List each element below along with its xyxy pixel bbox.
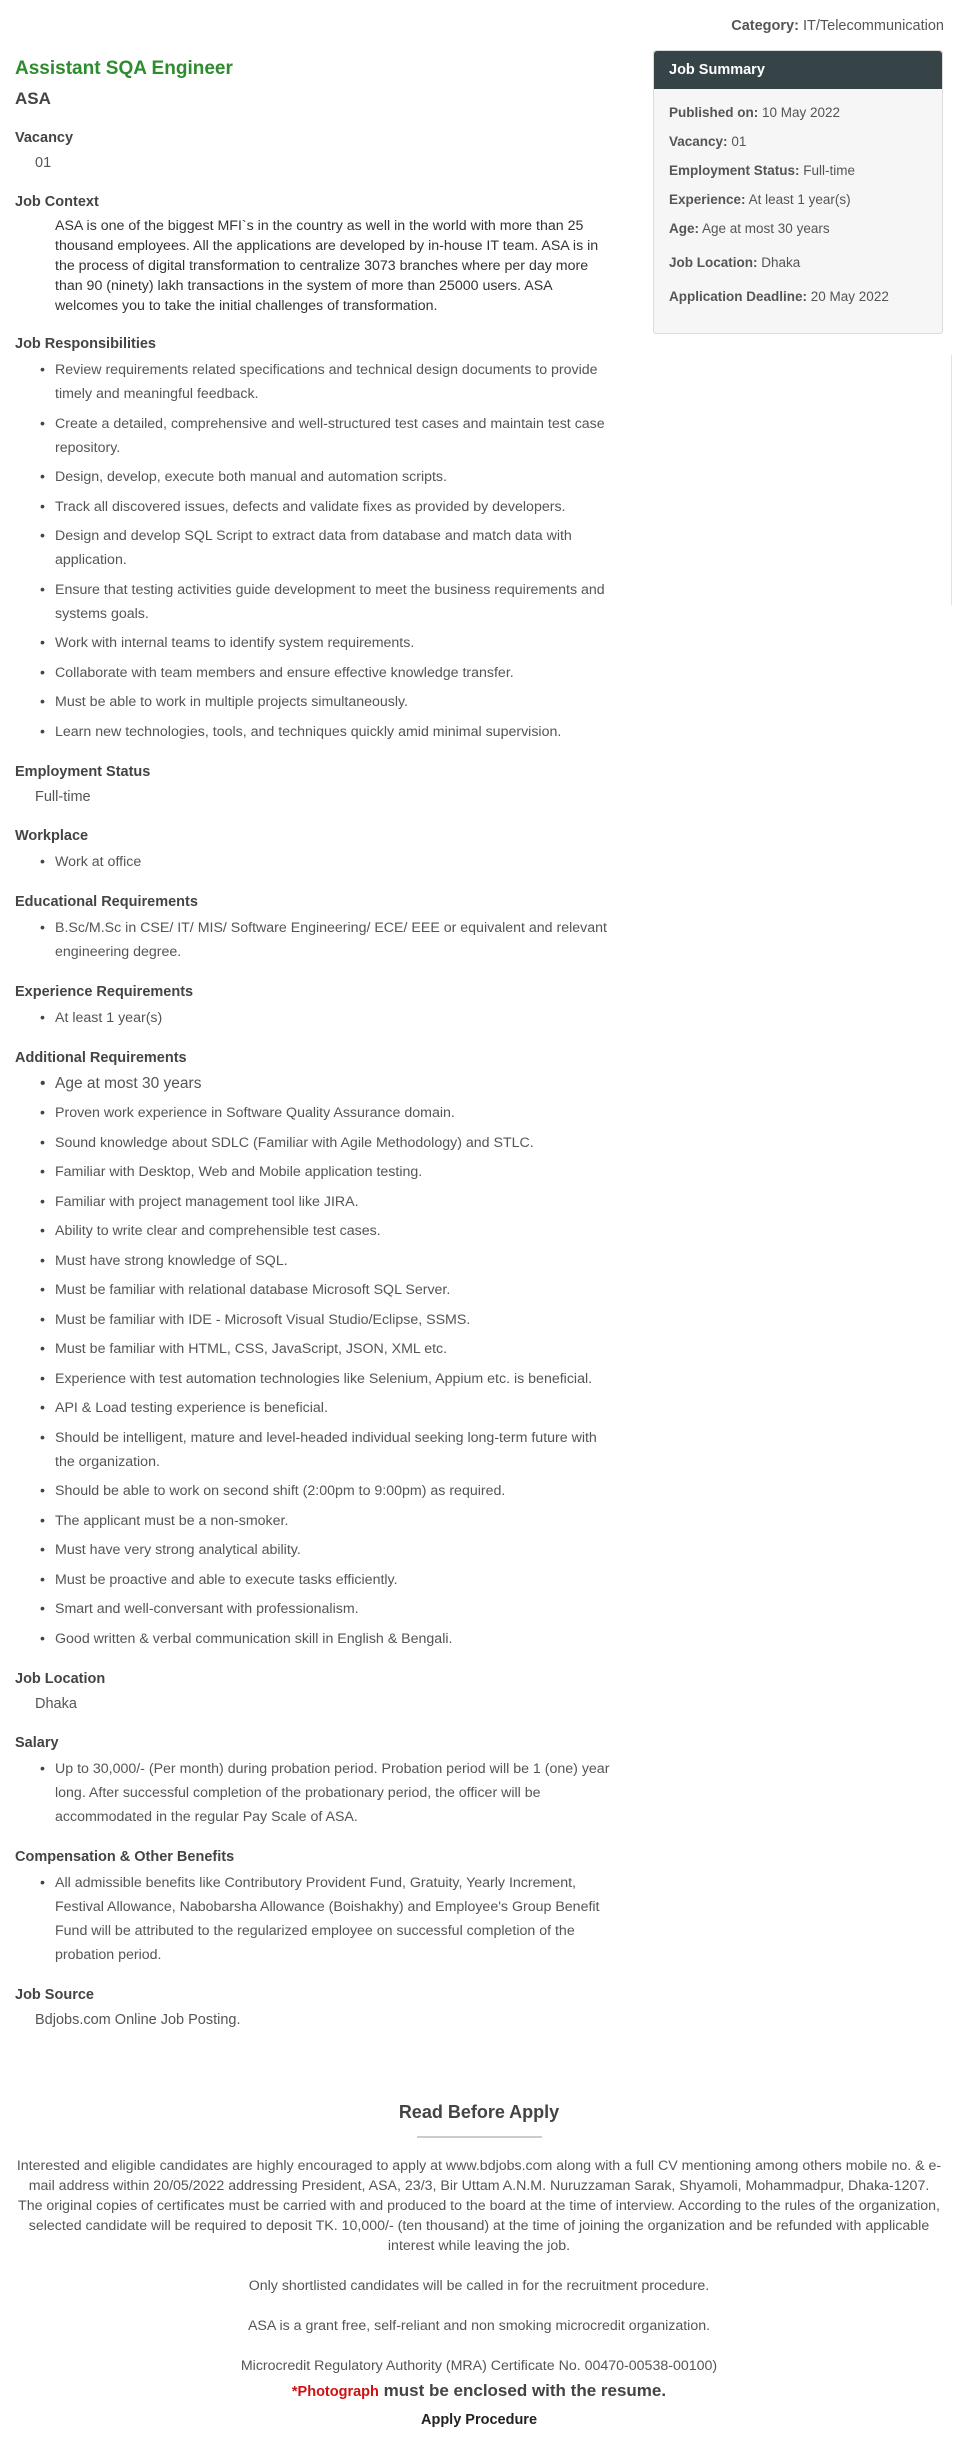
- employment-status-section: [15, 762, 610, 808]
- job-category: [731, 18, 944, 34]
- job-context-text: ASA is one of the biggest MFI`s in the country as well in the world with more than 25 thousand employees. All the applications are developed by in-house IT team. ASA is in the process of digital transformation to centralize 3073 branches where per day more than 90 (ninety) lakh transactions in the system of more than 25000 users. ASA welcomes you to take the initial challenges of transformation.: [55, 218, 599, 314]
- experience-list: [15, 1006, 610, 1030]
- job-location-section: [15, 1669, 610, 1715]
- company-name: ASA: [15, 89, 51, 108]
- summary-deadline-value: 20 May 2022: [810, 289, 889, 304]
- experience-heading: Experience Requirements: [15, 983, 194, 1000]
- shortlist-note: Only shortlisted candidates will be called in for the recruitment procedure.: [248, 2278, 710, 2294]
- organization-note: ASA is a grant free, self-reliant and non smoking microcredit organization.: [247, 2318, 711, 2334]
- category-value: IT/Telecommunication: [802, 18, 944, 34]
- list-item: • Must be familiar with IDE - Microsoft Visual Studio/Eclipse, SSMS.: [40, 1308, 610, 1332]
- additional-requirements-heading: Additional Requirements: [15, 1049, 187, 1066]
- list-item: • Must be proactive and able to execute tasks efficiently.: [40, 1568, 610, 1592]
- list-item: • Smart and well-conversant with professionalism.: [40, 1597, 610, 1621]
- job-summary-panel: [653, 50, 943, 334]
- apply-procedure-heading: Apply Procedure: [420, 2412, 538, 2428]
- job-source-heading: Job Source: [15, 1986, 94, 2003]
- list-item: • Must be able to work in multiple projects simultaneously.: [40, 690, 610, 714]
- benefits-section: [15, 1847, 610, 1967]
- job-title: Assistant SQA Engineer: [15, 58, 233, 79]
- title-divider: [417, 2136, 542, 2138]
- summary-employment-status: [669, 161, 927, 181]
- job-location-heading: Job Location: [15, 1670, 106, 1687]
- read-before-apply-title: Read Before Apply: [398, 2102, 560, 2122]
- additional-requirements-list: [15, 1072, 610, 1651]
- salary-list: [15, 1757, 610, 1829]
- responsibilities-heading: Job Responsibilities: [15, 336, 156, 352]
- list-item: • Work at office: [40, 850, 610, 874]
- list-item: • Familiar with Desktop, Web and Mobile application testing.: [40, 1160, 610, 1184]
- summary-age-label: Age:: [669, 221, 699, 236]
- summary-age-value: Age at most 30 years: [702, 221, 830, 236]
- list-item: • Create a detailed, comprehensive and well-structured test cases and maintain test case repository.: [40, 412, 610, 460]
- summary-location: [669, 253, 927, 273]
- workplace-list: [15, 850, 610, 874]
- summary-published: [669, 103, 927, 123]
- benefits-list: [15, 1871, 610, 1967]
- list-item: • Familiar with project management tool like JIRA.: [40, 1190, 610, 1214]
- job-context-heading: Job Context: [15, 194, 99, 210]
- list-item: • Ensure that testing activities guide development to meet the business requirements and systems goals.: [40, 578, 610, 626]
- workplace-heading: Workplace: [15, 827, 89, 844]
- job-summary-title: Job Summary: [654, 51, 942, 89]
- list-item: • Proven work experience in Software Quality Assurance domain.: [40, 1101, 610, 1125]
- list-item: • Sound knowledge about SDLC (Familiar with Agile Methodology) and STLC.: [40, 1131, 610, 1155]
- job-main-content: [15, 56, 610, 2031]
- read-before-apply-section: [15, 2100, 943, 2430]
- workplace-section: [15, 826, 610, 874]
- salary-heading: Salary: [15, 1734, 59, 1751]
- responsibilities-section: [15, 334, 610, 744]
- list-item: • All admissible benefits like Contributory Provident Fund, Gratuity, Yearly Increment, Festival Allowance, Nabobarsha Allowance (Boishakhy) and Employee's Group Benefit Fund will be attributed to the regularized employee on successful completion of the probation period.: [40, 1871, 610, 1967]
- education-section: [15, 892, 610, 964]
- list-item: • Learn new technologies, tools, and techniques quickly amid minimal supervision.: [40, 720, 610, 744]
- summary-age: [669, 219, 927, 239]
- list-item: • Age at most 30 years: [40, 1072, 610, 1096]
- job-location-value: Dhaka: [35, 1695, 77, 1712]
- list-item: • Work with internal teams to identify system requirements.: [40, 631, 610, 655]
- summary-status-value: Full-time: [803, 163, 856, 178]
- summary-vacancy-label: Vacancy:: [669, 134, 728, 149]
- list-item: • Review requirements related specifications and technical design documents to provide timely and meaningful feedback.: [40, 358, 610, 406]
- job-summary-list: [654, 89, 942, 307]
- summary-deadline: [669, 287, 927, 307]
- photograph-notice: [15, 2379, 943, 2404]
- salary-section: [15, 1733, 610, 1829]
- vacancy-section: [15, 128, 610, 174]
- list-item: • Design and develop SQL Script to extract data from database and match data with application.: [40, 524, 610, 572]
- additional-requirements-section: [15, 1048, 610, 1651]
- benefits-heading: Compensation & Other Benefits: [15, 1848, 235, 1865]
- list-item: • Must have strong knowledge of SQL.: [40, 1249, 610, 1273]
- list-item: • Design, develop, execute both manual and automation scripts.: [40, 465, 610, 489]
- job-source-section: [15, 1985, 610, 2031]
- divider-line: [951, 355, 952, 605]
- summary-deadline-label: Application Deadline:: [669, 289, 808, 304]
- category-label: Category:: [731, 18, 799, 34]
- summary-vacancy: [669, 132, 927, 152]
- vacancy-value: 01: [35, 155, 52, 171]
- apply-instructions: Interested and eligible candidates are highly encouraged to apply at www.bdjobs.com along with a full CV mentioning among others mobile no. & e-mail address within 20/05/2022 addressing President, ASA, 23/3, Bir Uttam A.N.M. Nuruzzaman Sarak, Shyamoli, Mohammadpur, Dhaka-1207. The original copies of certificates must be carried with and produced to the board at the time of interview. According to the rules of the organization, selected candidate will be required to deposit TK. 10,000/- (ten thousand) at the time of joining the organization and be refunded with applicable interest while leaving the job.: [16, 2158, 942, 2254]
- job-source-value: Bdjobs.com Online Job Posting.: [35, 2011, 241, 2028]
- summary-experience-value: At least 1 year(s): [748, 192, 851, 207]
- education-heading: Educational Requirements: [15, 893, 198, 910]
- photograph-notice-text: must be enclosed with the resume.: [378, 2381, 667, 2400]
- summary-status-label: Employment Status:: [669, 163, 800, 178]
- list-item: • Track all discovered issues, defects and validate fixes as provided by developers.: [40, 495, 610, 519]
- list-item: • Must be familiar with relational database Microsoft SQL Server.: [40, 1278, 610, 1302]
- summary-location-value: Dhaka: [761, 255, 801, 270]
- list-item: • B.Sc/M.Sc in CSE/ IT/ MIS/ Software Engineering/ ECE/ EEE or equivalent and relevant engineering degree.: [40, 916, 610, 964]
- job-context-section: [15, 192, 610, 316]
- photograph-label: *Photograph: [291, 2384, 379, 2400]
- list-item: • Must have very strong analytical ability.: [40, 1538, 610, 1562]
- responsibilities-list: [15, 358, 610, 744]
- list-item: • Up to 30,000/- (Per month) during probation period. Probation period will be 1 (one) year long. After successful completion of the probationary period, the officer will be accommodated in the regular Pay Scale of ASA.: [40, 1757, 610, 1829]
- employment-status-heading: Employment Status: [15, 763, 151, 780]
- list-item: • Should be intelligent, mature and level-headed individual seeking long-term future with the organization.: [40, 1426, 610, 1474]
- employment-status-value: Full-time: [35, 788, 91, 805]
- list-item: • Must be familiar with HTML, CSS, JavaScript, JSON, XML etc.: [40, 1337, 610, 1361]
- summary-experience-label: Experience:: [669, 192, 746, 207]
- education-list: [15, 916, 610, 964]
- summary-experience: [669, 190, 927, 210]
- list-item: • Experience with test automation technologies like Selenium, Appium etc. is beneficial.: [40, 1367, 610, 1391]
- summary-location-label: Job Location:: [669, 255, 758, 270]
- summary-published-label: Published on:: [669, 105, 759, 120]
- experience-section: [15, 982, 610, 1030]
- list-item: • Good written & verbal communication skill in English & Bengali.: [40, 1627, 610, 1651]
- summary-vacancy-value: 01: [731, 134, 747, 149]
- list-item: • Should be able to work on second shift (2:00pm to 9:00pm) as required.: [40, 1479, 610, 1503]
- list-item: • At least 1 year(s): [40, 1006, 610, 1030]
- list-item: • The applicant must be a non-smoker.: [40, 1509, 610, 1533]
- list-item: • Collaborate with team members and ensure effective knowledge transfer.: [40, 661, 610, 685]
- list-item: • Ability to write clear and comprehensible test cases.: [40, 1219, 610, 1243]
- vacancy-heading: Vacancy: [15, 130, 74, 146]
- list-item: • API & Load testing experience is beneficial.: [40, 1396, 610, 1420]
- summary-published-value: 10 May 2022: [762, 105, 841, 120]
- mra-certificate: Microcredit Regulatory Authority (MRA) Certificate No. 00470-00538-00100): [240, 2358, 718, 2374]
